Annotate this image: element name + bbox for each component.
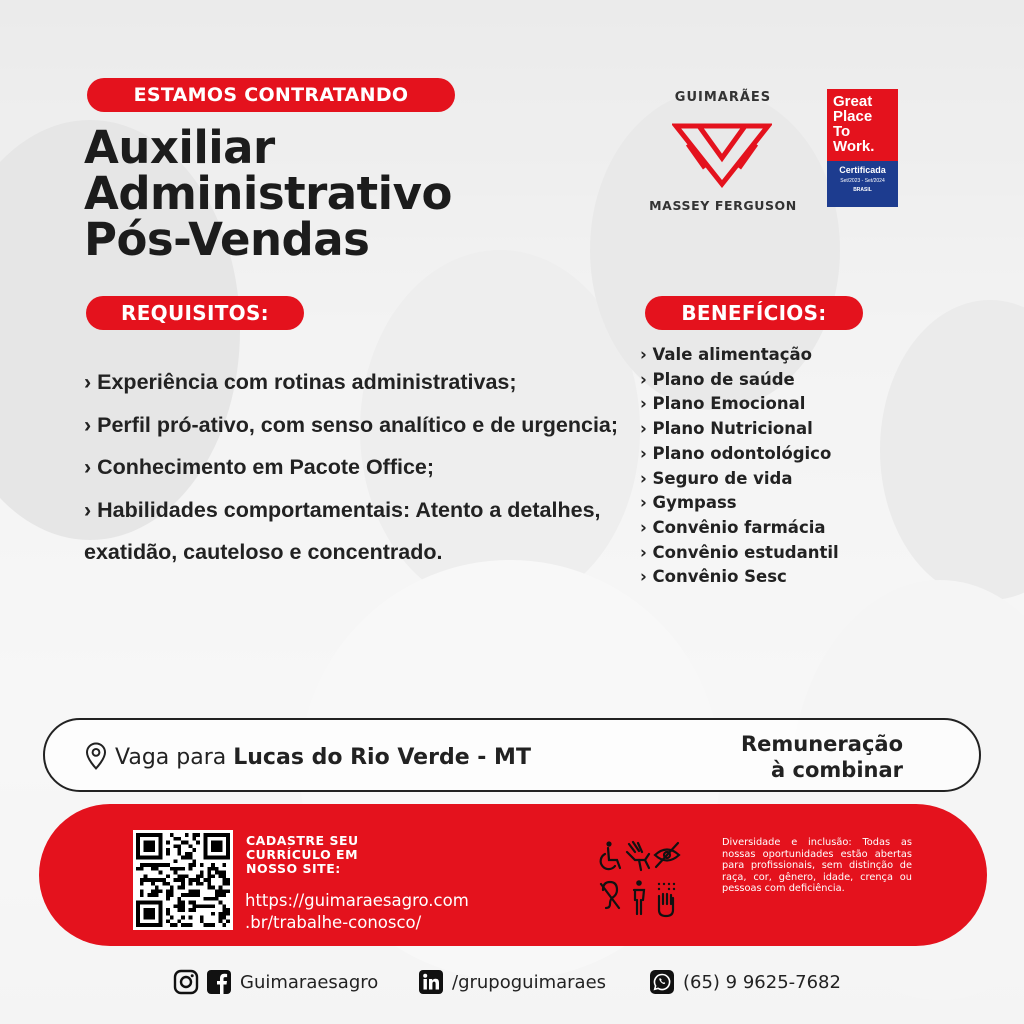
location-box [43,718,981,792]
low-vision-icon [655,843,679,867]
requirements-tag: REQUISITOS: [86,296,304,330]
careers-link[interactable] [245,890,469,934]
wheelchair-icon [601,841,620,869]
requirement-item: › Habilidades comportamentais: Atento a detalhes, exatidão, cauteloso e concentrado. [84,497,601,564]
salary-info [741,731,903,783]
salary-line: à combinar [771,758,903,782]
register-line: CADASTRE SEU [246,833,359,848]
linkedin-icon [418,969,444,995]
gptw-text: Great [833,93,873,110]
benefit-item: › Plano de saúde [640,369,795,389]
sign-language-icon [627,842,649,870]
requirement-item: › Experiência com rotinas administrativas; [84,370,517,394]
hiring-tag: ESTAMOS CONTRATANDO [87,78,455,112]
instagram-icon [173,969,199,995]
benefit-item: › Convênio estudantil [640,542,839,562]
social-linkedin[interactable] [418,966,606,998]
braille-icon [658,883,675,916]
benefit-item: › Convênio Sesc [640,567,787,587]
benefit-item: › Plano odontológico [640,443,832,463]
whatsapp-number: (65) 9 9625-7682 [683,971,841,993]
qr-code[interactable] [133,830,233,930]
benefit-item: › Seguro de vida [640,468,793,488]
application-banner [39,804,987,946]
job-title [84,121,452,266]
hearing-icon [601,882,619,908]
diversity-statement: Diversidade e inclusão: Todas as nossas oportunidades estão abertas para profissionais, sem distinção de raça, cor, gênero, idade, crença ou pessoas com deficiência. [722,837,912,895]
gptw-text: Place [833,108,873,125]
location-city: Lucas do Rio Verde - MT [233,745,531,770]
requirement-item: › Conhecimento em Pacote Office; [84,455,435,479]
location-prefix: Vaga para [115,745,227,770]
job-title-line: Administrativo [84,167,452,220]
triple-triangle-icon [672,120,772,188]
requirements-list [84,361,624,574]
benefits-tag: BENEFÍCIOS: [645,296,863,330]
requirement-item: › Perfil pró-ativo, com senso analítico e de urgencia; [84,412,619,437]
brand-name-top: GUIMARÃES [674,90,772,105]
brand-name-bottom: MASSEY FERGUSON [649,198,797,213]
benefit-item: › Gympass [640,493,737,513]
benefit-item: › Convênio farmácia [640,517,826,537]
gptw-cert: Certificada [839,165,886,175]
benefits-list [640,343,839,590]
gptw-text: Work. [833,138,875,155]
job-title-line: Auxiliar [84,121,275,174]
accessibility-icons [595,838,681,922]
whatsapp-contact[interactable] [649,966,841,998]
social-handle: Guimaraesagro [240,971,379,993]
benefit-item: › Plano Emocional [640,394,806,414]
register-line: NOSSO SITE: [246,861,341,876]
footer-contacts [0,966,1024,998]
careers-url-line: .br/trabalhe-conosco/ [245,913,422,932]
job-title-line: Pós-Vendas [84,213,370,266]
location-pin-icon [85,742,107,770]
benefit-item: › Vale alimentação [640,345,812,364]
benefit-item: › Plano Nutricional [640,419,813,439]
location-text [115,745,531,770]
register-line: CURRÍCULO EM [246,847,359,862]
careers-url-line: https://guimaraesagro.com [245,891,469,910]
gptw-dates: Set/2023 - Set/2024 [840,178,885,184]
gptw-text: To [833,123,851,140]
linkedin-handle: /grupoguimaraes [452,971,607,993]
social-instagram-facebook[interactable] [173,966,378,998]
brand-logo [628,88,818,218]
qr-code-icon [136,833,230,927]
gptw-band [827,161,898,207]
register-cta [246,834,359,876]
person-icon [634,880,644,914]
great-place-to-work-badge [827,89,898,207]
gptw-country: BRASIL [853,187,872,193]
salary-line: Remuneração [740,732,903,756]
whatsapp-icon [649,969,675,995]
facebook-icon [206,969,232,995]
